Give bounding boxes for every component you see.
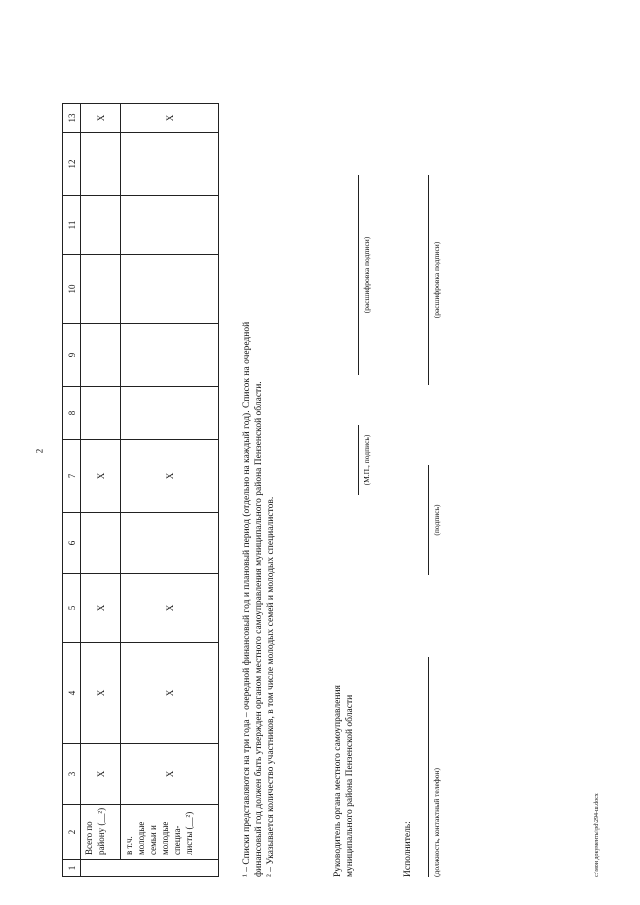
table-cell <box>81 513 121 574</box>
header-cell: 1 <box>63 860 81 877</box>
table-cell <box>81 255 121 324</box>
signature-line <box>428 465 429 575</box>
participants-table <box>62 103 219 877</box>
table-row <box>121 104 219 877</box>
footnote-1-line-1: ¹ – Списки представляются на три года – очередной финансовый год и плановый период (отдельно на каждый год). Список на очередной <box>242 321 252 877</box>
header-cell: 10 <box>63 255 81 324</box>
header-cell: 11 <box>63 196 81 255</box>
mp-caption: (М.П., подпись) <box>362 434 371 486</box>
table-cell <box>121 324 219 387</box>
table-cell: X <box>81 643 121 744</box>
head-title-line-2: муниципального района Пензенской области <box>345 694 355 877</box>
table-cell: X <box>121 574 219 643</box>
position-caption: (должность, контактный телефон) <box>432 768 441 877</box>
signature-caption: (подпись) <box>432 504 441 536</box>
row-label: Всего по району (__²) <box>81 805 121 860</box>
header-cell: 9 <box>63 324 81 387</box>
header-cell: 6 <box>63 513 81 574</box>
table-cell: X <box>81 104 121 133</box>
table-cell: X <box>121 440 219 513</box>
table-header-row <box>63 104 81 877</box>
table-cell <box>81 387 121 440</box>
header-cell: 12 <box>63 133 81 196</box>
table-cell <box>81 324 121 387</box>
table-row <box>81 104 121 877</box>
table-cell <box>81 196 121 255</box>
head-title-line-1: Руководитель органа местного самоуправления <box>333 685 343 877</box>
header-cell: 7 <box>63 440 81 513</box>
header-cell: 13 <box>63 104 81 133</box>
table-cell: X <box>121 744 219 805</box>
header-cell: 8 <box>63 387 81 440</box>
header-cell: 5 <box>63 574 81 643</box>
table-cell <box>121 387 219 440</box>
footnote-2: ² – Указывается количество участников, в том числе молодых семей и молодых специалистов. <box>266 496 276 877</box>
row-label: в т.ч. молодые семьи и молодые специа- листы (__²) <box>121 805 219 860</box>
table-cell <box>81 133 121 196</box>
position-signature-line <box>428 657 429 877</box>
table-cell: X <box>81 744 121 805</box>
table-cell <box>121 255 219 324</box>
table-cell: X <box>121 643 219 744</box>
decode-signature-line-2 <box>428 175 429 385</box>
table-cell: X <box>81 440 121 513</box>
decode-caption-1: (расшифровка подписи) <box>362 236 371 314</box>
decode-caption-2: (расшифровка подписи) <box>432 241 441 319</box>
decode-signature-line-1 <box>358 175 359 375</box>
header-cell: 4 <box>63 643 81 744</box>
table-cell <box>121 196 219 255</box>
footnote-1-line-2: финансовый год должен быть утвержден органом местного самоуправления муниципального района Пензенской области. <box>254 381 264 877</box>
table-cell: X <box>121 104 219 133</box>
table-cell <box>121 513 219 574</box>
page-number: 2 <box>34 448 45 454</box>
executor-label: Исполнитель: <box>403 821 413 877</box>
header-cell: 2 <box>63 805 81 860</box>
header-cell: 3 <box>63 744 81 805</box>
table-cell <box>121 133 219 196</box>
table-cell: X <box>81 574 121 643</box>
mp-signature-line <box>358 425 359 495</box>
row-index-cell <box>81 860 219 877</box>
file-path: c:\мои документы\pd\294-ш.docx <box>594 793 600 877</box>
